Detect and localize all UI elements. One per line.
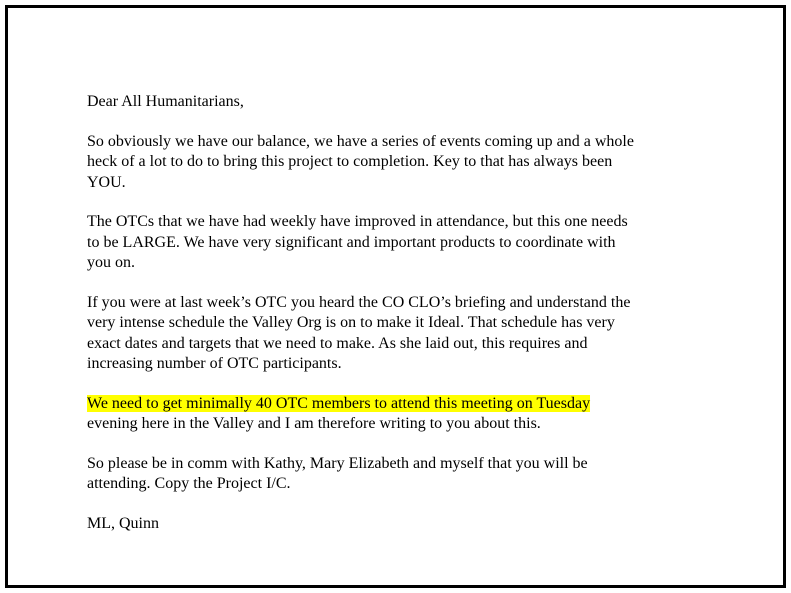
letter-body (87, 92, 727, 553)
paragraph-4-rest: evening here in the Valley and I am therefore writing to you about this. (87, 415, 541, 432)
signature: ML, Quinn (87, 514, 159, 532)
paragraph-5: So please be in comm with Kathy, Mary Elizabeth and myself that you will be attending. Copy the Project I/C. (87, 454, 588, 492)
paragraph-2: The OTCs that we have had weekly have improved in attendance, but this one needs to be LARGE. We have very significant and important products to coordinate with you on. (87, 213, 628, 271)
highlighted-request: We need to get minimally 40 OTC members to attend this meeting on Tuesday (87, 394, 591, 412)
paragraph-1: So obviously we have our balance, we have a series of events coming up and a whole heck of a lot to do to bring this project to completion. Key to that has always been YOU. (87, 132, 634, 191)
paragraph-4 (87, 394, 727, 435)
document-frame (5, 5, 786, 588)
paragraph-3: If you were at last week’s OTC you heard the CO CLO’s briefing and understand the very intense schedule the Valley Org is on to make it Ideal. That schedule has very exact dates and targets that we need to make. As she laid out, this requires and increasing number of OTC participants. (87, 293, 631, 372)
salutation: Dear All Humanitarians, (87, 93, 244, 110)
